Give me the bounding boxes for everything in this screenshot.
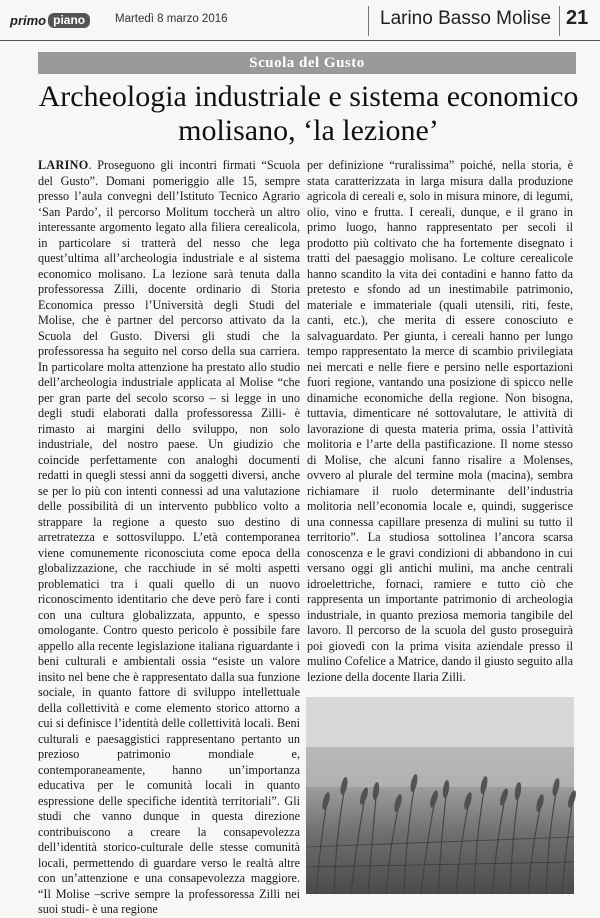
article-body-right: per definizione “ruralissima” poiché, nella storia, è stata caratterizzata in larga misura dalla produzione agricola di cereali e, solo in misura minore, di legumi, olio, vino e frutta. I cereali, dunque, e il grano in primo luogo, hanno rappresentato per secoli il prodotto più coltivato che ha fortemente disegnato i tratti del paesaggio molisano. Le colture cerealicole hanno scandito la vita dei contadini e hanno fatto da pretesto e sfondo ad un inestimabile patrimonio, materiale e immateriale (quali utensili, riti, feste, canti, etc.), che merita di essere conosciuto e salvaguardato. Per giunta, i cereali hanno per lungo tempo rappresentato la merce di scambio privilegiata nei mercati e nelle fiere e persino nelle esportazioni fuori regione, vantando una posizione di spicco nelle dinamiche economiche della regione. Non bisogna, tuttavia, dimenticare né sottovalutare, le attività di lavorazione di questa materia prima, ossia l’attività molitoria e l’arte della pastificazione. Il nome stesso di Molise, che alcuni fanno risalire a Molenses, ovvero al plurale del termine mola (macina), sembra richiamare il ruolo determinante dell’industria molitoria nell’economia locale e, quindi, suggerisce una connessa capillare presenza di mulini su tutto il territorio”. La studiosa sottolinea l’ancora scarsa conoscenza e le gravi condizioni di abbandono in cui versano oggi gli antichi mulini, ma anche centrali idroelettriche, fornaci, ramiere e tutto ciò che rappresenta un importante patrimonio di archeologia industriale, in quanto preziosa memoria tangibile del lavoro. Il percorso de la scuola del gusto proseguirà poi giovedì con la prima visita aziendale presso il mulino Cofelice a Matrice, dando il giusto seguito alla lezione della docente Ilaria Zilli.	[307, 158, 573, 684]
page-header	[0, 0, 600, 41]
page-number: 21	[566, 7, 589, 29]
wheat-illustration	[306, 697, 574, 894]
header-divider	[559, 6, 560, 36]
issue-date: Martedì 8 marzo 2016	[115, 13, 228, 25]
article-column-right	[307, 158, 573, 696]
article-dateline: LARINO	[38, 158, 89, 172]
header-divider	[368, 6, 369, 36]
article-kicker: Scuola del Gusto	[38, 52, 576, 74]
wheat-field-photo	[306, 697, 574, 894]
logo-primo: primo	[10, 12, 47, 28]
article-column-left	[38, 158, 300, 916]
article-headline: Archeologia industriale e sistema economico molisano, ‘la lezione’	[38, 80, 579, 147]
newspaper-logo	[10, 10, 90, 30]
logo-piano: piano	[48, 13, 90, 28]
article-paragraph	[38, 158, 300, 918]
article-body-left: . Proseguono gli incontri firmati “Scuola del Gusto”. Domani pomeriggio alle 15, sempre presso l’aula convegni dell’Istituto Tecnico Agrario ‘San Pardo’, il percorso Molitum toccherà un altro interessante argomento legato alla filiera cerealicola, in particolare si tratterà del nesso che lega quest’ultima all’archeologia industriale e al sistema economico molisano. La lezione sarà tenuta dalla professoressa Zilli, docente ordinario di Storia Economica presso l’Università degli Studi del Molise, che è partner del percorso attivato da la Scuola del Gusto. Diversi gli studi che la professoressa ha seguito nel corso della sua carriera. In particolare molta attenzione ha prestato allo studio dell’archeologia industriale applicata al Molise “che per gran parte del secolo scorso – si legge in uno degli studi elaborati dalla professoressa Zilli- è rimasto ai margini dello sviluppo, non solo industriale, del nostro paese. Un giudizio che coincide perfettamente con analoghi documenti redatti in quegli stessi anni da soggetti diversi, anche se per lo più con intenti connessi ad una valutazione delle possibilità di un intervento pubblico volto a strappare la regione a questo suo destino di arretratezza e sottosviluppo. L’età contemporanea viene comunemente riconosciuta come epoca della globalizzazione, che racchiude in sé molti aspetti problematici tra i quali quello di un nuovo riconoscimento identitario che deve però fare i conti con una cultura globalizzata, appunto, e spesso omologante. Contro questo pericolo è possibile fare appello alla recente legislazione italiana riguardante i beni culturali e ambientali ossia “esiste un valore insito nel bene che è rappresentato dalla sua funzione sociale, in quanto fattore di sviluppo intellettuale della collettività e come elemento storico attorno a cui si definisce l’identità delle collettività locali. Beni culturali e paesaggistici rappresentano pertanto un prezioso patrimonio mondiale e, contemporaneamente, hanno un’importanza educativa per le comunità locali in quanto espressione delle specifiche identità territoriali”. Gli studi che vanno dunque in questa direzione contribuiscono a creare la consapevolezza dell’identità storico-culturale delle stesse comunità locali, permettendo di guardare verso le realtà altre con un’attenzione e una consapevolezza maggiore. “Il Molise –scrive sempre la professoressa Zilli nei suoi studi- è una regione	[38, 158, 300, 916]
section-name: Larino Basso Molise	[380, 8, 552, 29]
